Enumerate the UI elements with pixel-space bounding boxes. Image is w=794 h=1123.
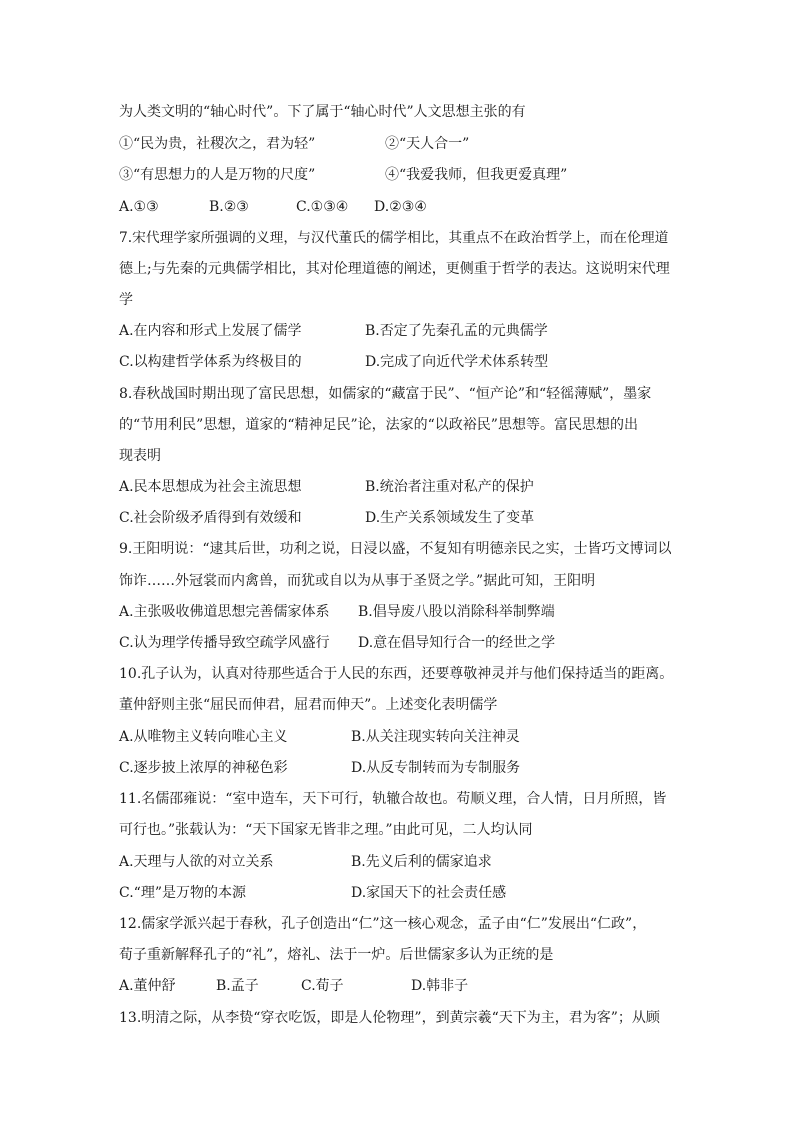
q12-option-b: B.孟子 [216, 978, 259, 994]
q7-option-c: C.以构建哲学体系为终极目的 [119, 354, 302, 370]
q11-option-b: B.先义后利的儒家追求 [351, 854, 492, 870]
q8-option-a: A.民本思想成为社会主流思想 [119, 479, 302, 495]
q12-option-c: C.荀子 [301, 978, 344, 994]
q6-item-4: ④“我爱我师，但我更爱真理” [385, 167, 568, 183]
q6-item-1: ①“民为贵，社稷次之，君为轻” [119, 136, 316, 152]
q10-option-d: D.从反专制转而为专制服务 [351, 760, 521, 776]
q13-stem-line: 13.明清之际，从李贽“穿衣吃饭，即是人伦物理”，到黄宗羲“天下为主，君为客”；从顾 [119, 1010, 660, 1026]
q10-option-a: A.从唯物主义转向唯心主义 [119, 729, 288, 745]
q6-stem-line: 为人类文明的“轴心时代”。下了属于“轴心时代”人文思想主张的有 [119, 104, 526, 120]
q7-option-b: B.否定了先秦孔孟的元典儒学 [365, 323, 548, 339]
q10-option-c: C.逐步披上浓厚的神秘色彩 [119, 760, 288, 776]
q7-stem-line: 7.宋代理学家所强调的义理，与汉代董氏的儒学相比，其重点不在政治哲学上，而在伦理道 [119, 230, 669, 246]
q10-option-b: B.从关注现实转向关注神灵 [351, 729, 520, 745]
q8-option-c: C.社会阶级矛盾得到有效缓和 [119, 510, 302, 526]
q8-stem-line: 现表明 [119, 448, 161, 464]
q11-option-c: C.“理”是万物的本源 [119, 885, 246, 901]
q8-option-b: B.统治者注重对私产的保护 [365, 479, 534, 495]
q10-stem-line: 10.孔子认为，认真对待那些适合于人民的东西，还要尊敬神灵并与他们保持适当的距离。 [119, 666, 674, 682]
q6-option-c: C.①③④ [296, 199, 349, 215]
q6-item-3: ③“有思想力的人是万物的尺度” [119, 167, 316, 183]
q11-stem-line: 11.名儒邵雍说：“室中造车，天下可行，轨辙合故也。苟顺义理，合人情，日月所照，皆 [119, 791, 667, 807]
q9-stem-line: 9.王阳明说：“逮其后世，功利之说，日浸以盛，不复知有明德亲民之实，士皆巧文博词以 [119, 541, 672, 557]
q7-stem-line: 德上;与先秦的元典儒学相比，其对伦理道德的阐述，更侧重于哲学的表达。这说明宋代理 [119, 261, 670, 277]
q6-option-b: B.②③ [209, 199, 249, 215]
q12-stem-line: 12.儒家学派兴起于春秋，孔子创造出“仁”这一核心观念，孟子由“仁”发展出“仁政”， [119, 916, 647, 932]
q8-option-d: D.生产关系领域发生了变革 [365, 510, 535, 526]
q7-option-d: D.完成了向近代学术体系转型 [365, 354, 549, 370]
q9-option-c: C.认为理学传播导致空疏学风盛行 [119, 635, 330, 651]
q10-stem-line: 董仲舒则主张“屈民而伸君，屈君而伸天”。上述变化表明儒学 [119, 697, 498, 713]
q9-option-d: D.意在倡导知行合一的经世之学 [358, 635, 556, 651]
q12-option-d: D.韩非子 [411, 978, 469, 994]
q9-stem-line: 饰诈……外冠裳而内禽兽，而犹或自以为从事于圣贤之学。”据此可知，王阳明 [119, 573, 596, 589]
q9-option-b: B.倡导废八股以消除科举制弊端 [358, 604, 555, 620]
q11-option-d: D.家国天下的社会责任感 [351, 885, 507, 901]
q8-stem-line: 的“节用利民”思想，道家的“精神足民”论，法家的“以政裕民”思想等。富民思想的出 [119, 417, 638, 433]
q12-stem-line: 荀子重新解释孔子的“礼”，熔礼、法于一炉。后世儒家多认为正统的是 [119, 947, 554, 963]
q7-option-a: A.在内容和形式上发展了儒学 [119, 323, 302, 339]
q8-stem-line: 8.春秋战国时期出现了富民思想，如儒家的“藏富于民”、“恒产论”和“轻徭薄赋”，墨家 [119, 386, 652, 402]
q6-option-a: A.①③ [119, 199, 159, 215]
q7-stem-line: 学 [119, 292, 133, 308]
q11-stem-line: 可行也。”张载认为：“天下国家无皆非之理。”由此可见，二人均认同 [119, 822, 533, 838]
q6-item-2: ②“天人合一” [385, 136, 470, 152]
q9-option-a: A.主张吸收佛道思想完善儒家体系 [119, 604, 330, 620]
q11-option-a: A.天理与人欲的对立关系 [119, 854, 274, 870]
q12-option-a: A.董仲舒 [119, 978, 176, 994]
q6-option-d: D.②③④ [374, 199, 427, 215]
